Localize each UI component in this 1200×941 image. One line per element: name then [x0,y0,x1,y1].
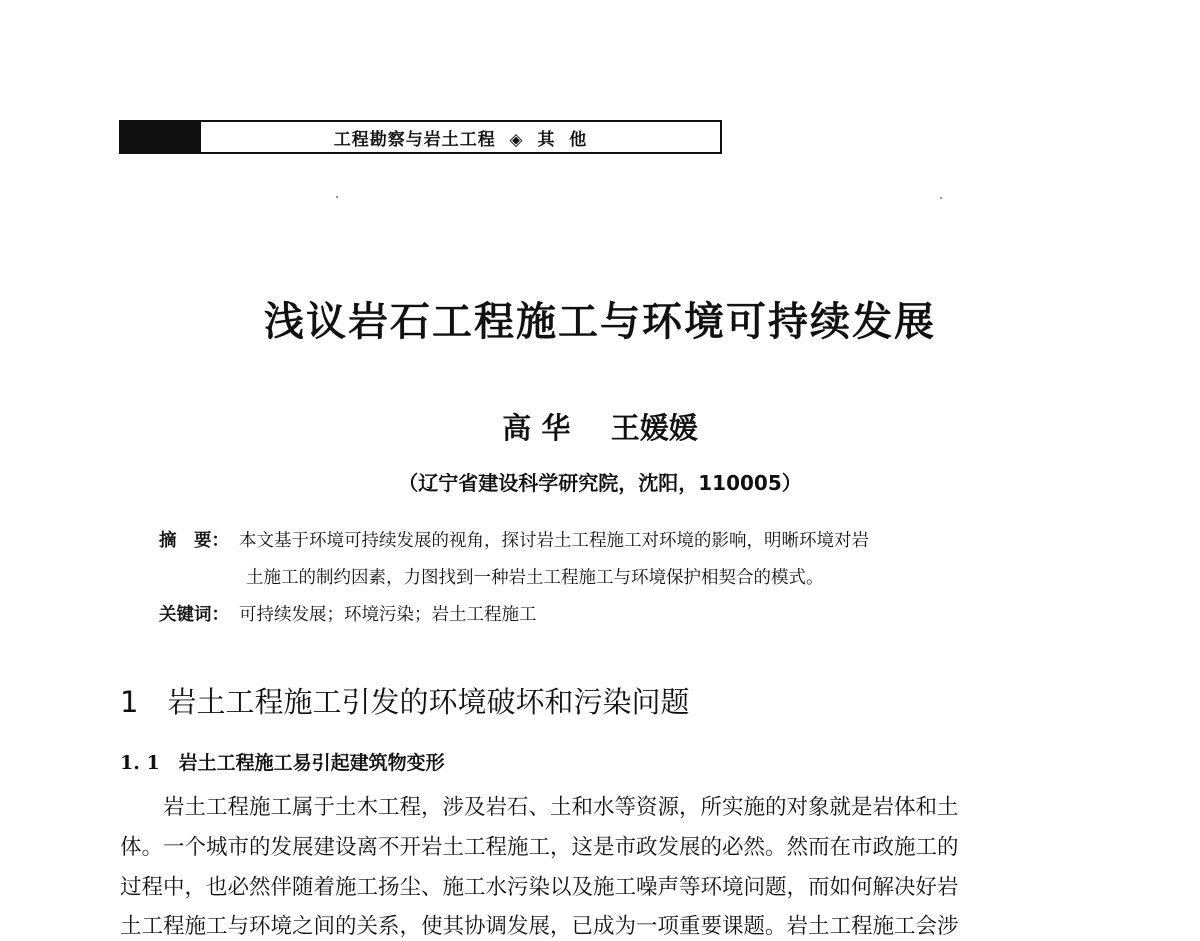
scan-speck [336,196,338,198]
keywords-label: 关键词： [159,605,229,625]
body-line: 过程中，也必然伴随着施工扬尘、施工水污染以及施工噪声等环境问题，而如何解决好岩 [120,875,959,900]
scan-speck [940,197,942,199]
header-black-block [121,122,201,152]
paper-authors: 高 华 王媛媛 [502,411,698,445]
abstract-line-1: 本文基于环境可持续发展的视角，探讨岩土工程施工对环境的影响，明晰环境对岩 [239,531,869,551]
abstract-label: 摘 要： [159,531,229,551]
abstract-line-2: 土施工的制约因素，力图找到一种岩土工程施工与环境保护相契合的模式。 [246,568,824,588]
paper-title: 浅议岩石工程施工与环境可持续发展 [264,298,936,345]
body-line: 岩土工程施工属于土木工程，涉及岩石、土和水等资源，所实施的对象就是岩体和土 [120,795,959,820]
body-line: 土工程施工与环境之间的关系，使其协调发展，已成为一项重要课题。岩土工程施工会涉 [120,914,959,939]
running-header [119,120,722,154]
section-heading: 1 岩土工程施工引发的环境破坏和污染问题 [120,685,690,719]
header-text: 工程勘察与岩土工程 ◈ 其 他 [333,129,588,150]
keywords-text: 可持续发展；环境污染；岩土工程施工 [239,605,537,625]
subsection-heading: 1. 1 岩土工程施工易引起建筑物变形 [120,752,445,774]
abstract [159,527,869,552]
body-line: 体。一个城市的发展建设离不开岩土工程施工，这是市政发展的必然。然而在市政施工的 [120,835,959,860]
paper-affiliation: （辽宁省建设科学研究院，沈阳，110005） [398,471,802,495]
keywords [159,601,537,626]
